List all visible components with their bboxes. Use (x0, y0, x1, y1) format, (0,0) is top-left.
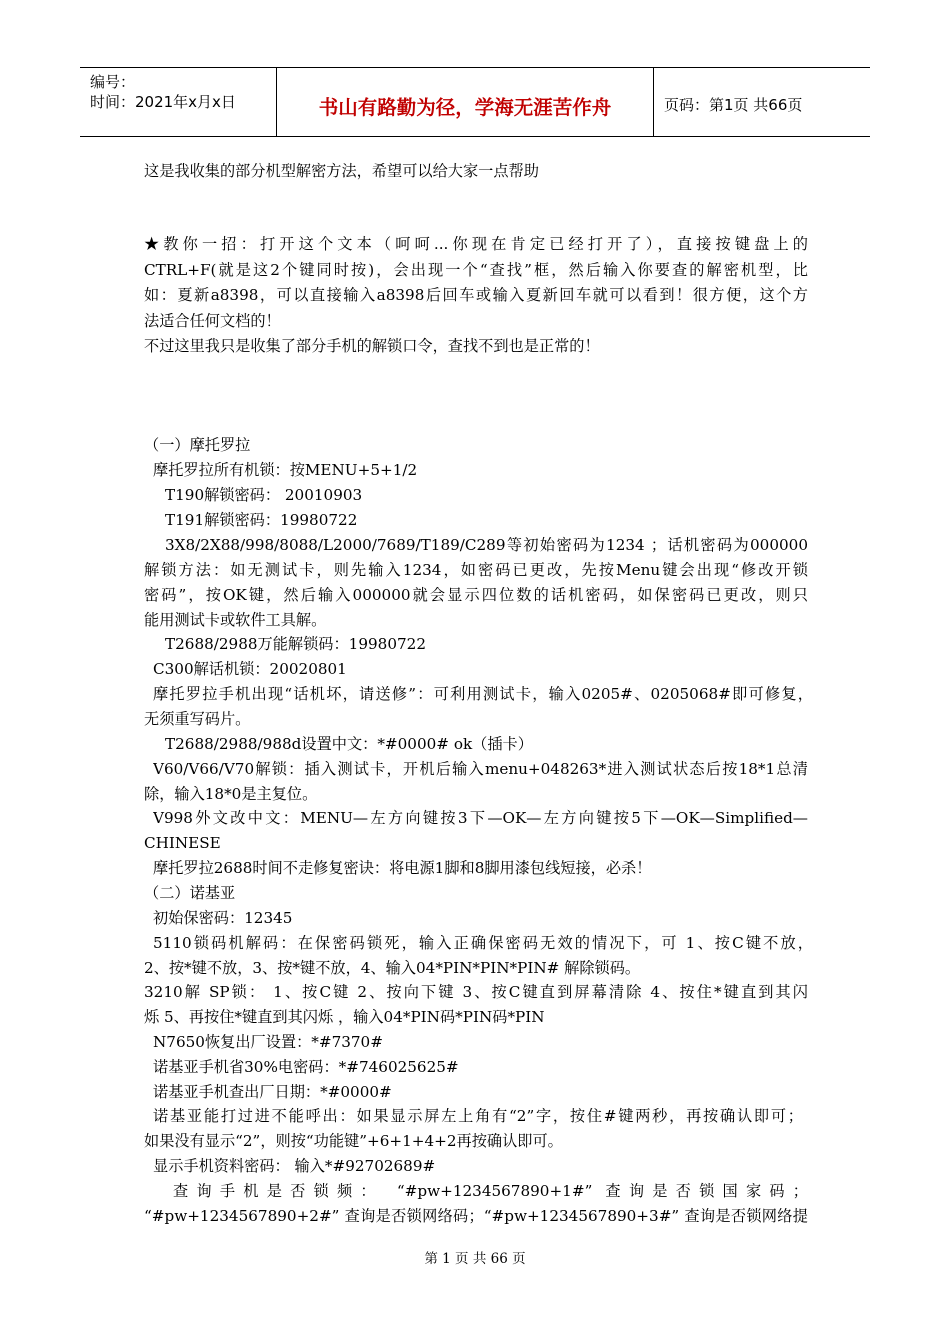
tip-line-3: 如：夏新a8398，可以直接输入a8398后回车或输入夏新回车就可以看到！很方便，这个方 (144, 286, 808, 304)
motorola-line: V998外文改中文：MENU—左方向键按3下—OK—左方向键按5下—OK—Simplified— (153, 809, 808, 827)
nokia-line: 如果没有显示“2”，则按“功能键”+6+1+4+2再按确认即可。 (144, 1132, 563, 1150)
nokia-line: 烁 5、再按住*键直到其闪烁 ，输入04*PIN码*PIN码*PIN (144, 1008, 545, 1026)
nokia-line: N7650恢复出厂设置：*#7370# (153, 1033, 383, 1051)
nokia-line: 诺基亚能打过进不能呼出：如果显示屏左上角有“2”字，按住#键两秒，再按确认即可； (153, 1107, 803, 1125)
nokia-line: 显示手机资料密码： 输入*#92702689# (153, 1157, 436, 1175)
motorola-line: T190解锁密码： 20010903 (165, 486, 363, 504)
motorola-line: V60/V66/V70解锁：插入测试卡，开机后输入menu+048263*进入测试状态后按18*1总清 (153, 760, 808, 778)
nokia-line: 查询手机是否锁频： “#pw+1234567890+1#” 查询是否锁国家码； (173, 1182, 808, 1200)
motorola-line: 密码”，按OK键，然后输入000000就会显示四位数的话机密码，如保密码已更改，则只 (144, 586, 808, 604)
header-page-cell (654, 68, 870, 136)
nokia-line: 诺基亚手机查出厂日期：*#0000# (153, 1083, 392, 1101)
nokia-line: “#pw+1234567890+2#” 查询是否锁网络码；“#pw+1234567890+3#” 查询是否锁网络提 (144, 1207, 808, 1225)
header-time-label: 时间：2021年x月x日 (90, 93, 236, 111)
header-left-cell (80, 68, 277, 136)
page-footer: 第 1 页 共 66 页 (424, 1251, 526, 1267)
tip-line-4: 法适合任何文档的！ (144, 312, 281, 330)
tip-line-5: 不过这里我只是收集了部分手机的解锁口令，查找不到也是正常的！ (144, 337, 600, 355)
header-page-label: 页码：第1页 共66页 (664, 96, 803, 114)
nokia-line: 诺基亚手机省30%电密码：*#746025625# (153, 1058, 459, 1076)
section-title-nokia: （二）诺基亚 (144, 884, 236, 902)
motorola-line: 3X8/2X88/998/8088/L2000/7689/T189/C289等初始密码为1234 ；话机密码为000000 (165, 536, 808, 554)
intro-line: 这是我收集的部分机型解密方法，希望可以给大家一点帮助 (144, 162, 539, 180)
nokia-line: 3210解 SP锁： 1、按C键 2、按向下键 3、按C键直到屏幕清除 4、按住*键直到其闪 (144, 983, 808, 1001)
header-number-label: 编号： (90, 73, 136, 91)
motorola-line: 摩托罗拉手机出现“话机坏，请送修”：可利用测试卡，输入0205#、0205068#即可修复， (153, 685, 813, 703)
motorola-line: 无须重写码片。 (144, 710, 251, 728)
header-motto: 书山有路勤为径，学海无涯苦作舟 (318, 96, 612, 119)
motorola-line: T2688/2988万能解锁码：19980722 (165, 635, 426, 653)
tip-line-2: CTRL+F(就是这2个键同时按)，会出现一个“查找”框，然后输入你要查的解密机型，比 (144, 261, 808, 279)
tip-line-1: ★教你一招：打开这个文本（呵呵...你现在肯定已经打开了），直接按键盘上的 (144, 235, 808, 253)
motorola-line: 除，输入18*0是主复位。 (144, 785, 318, 803)
motorola-line: T191解锁密码：19980722 (165, 511, 358, 529)
nokia-line: 5110锁码机解码：在保密码锁死，输入正确保密码无效的情况下，可 1、按C键不放， (153, 934, 813, 952)
nokia-line: 初始保密码：12345 (153, 909, 293, 927)
section-title-motorola: （一）摩托罗拉 (144, 436, 251, 454)
motorola-line: T2688/2988/988d设置中文：*#0000# ok（插卡） (165, 735, 533, 753)
motorola-line: 解锁方法：如无测试卡，则先输入1234，如密码已更改，先按Menu键会出现“修改开锁 (144, 561, 808, 579)
nokia-line: 2、按*键不放，3、按*键不放，4、输入04*PIN*PIN*PIN# 解除锁码。 (144, 959, 641, 977)
motorola-line: 摩托罗拉2688时间不走修复密诀：将电源1脚和8脚用漆包线短接，必杀！ (153, 859, 652, 877)
motorola-line: CHINESE (144, 834, 221, 852)
header-motto-cell (277, 68, 654, 136)
motorola-line: 摩托罗拉所有机锁：按MENU+5+1/2 (153, 461, 418, 479)
motorola-line: C300解话机锁：20020801 (153, 660, 347, 678)
header-table (80, 67, 870, 137)
motorola-line: 能用测试卡或软件工具解。 (144, 611, 327, 629)
